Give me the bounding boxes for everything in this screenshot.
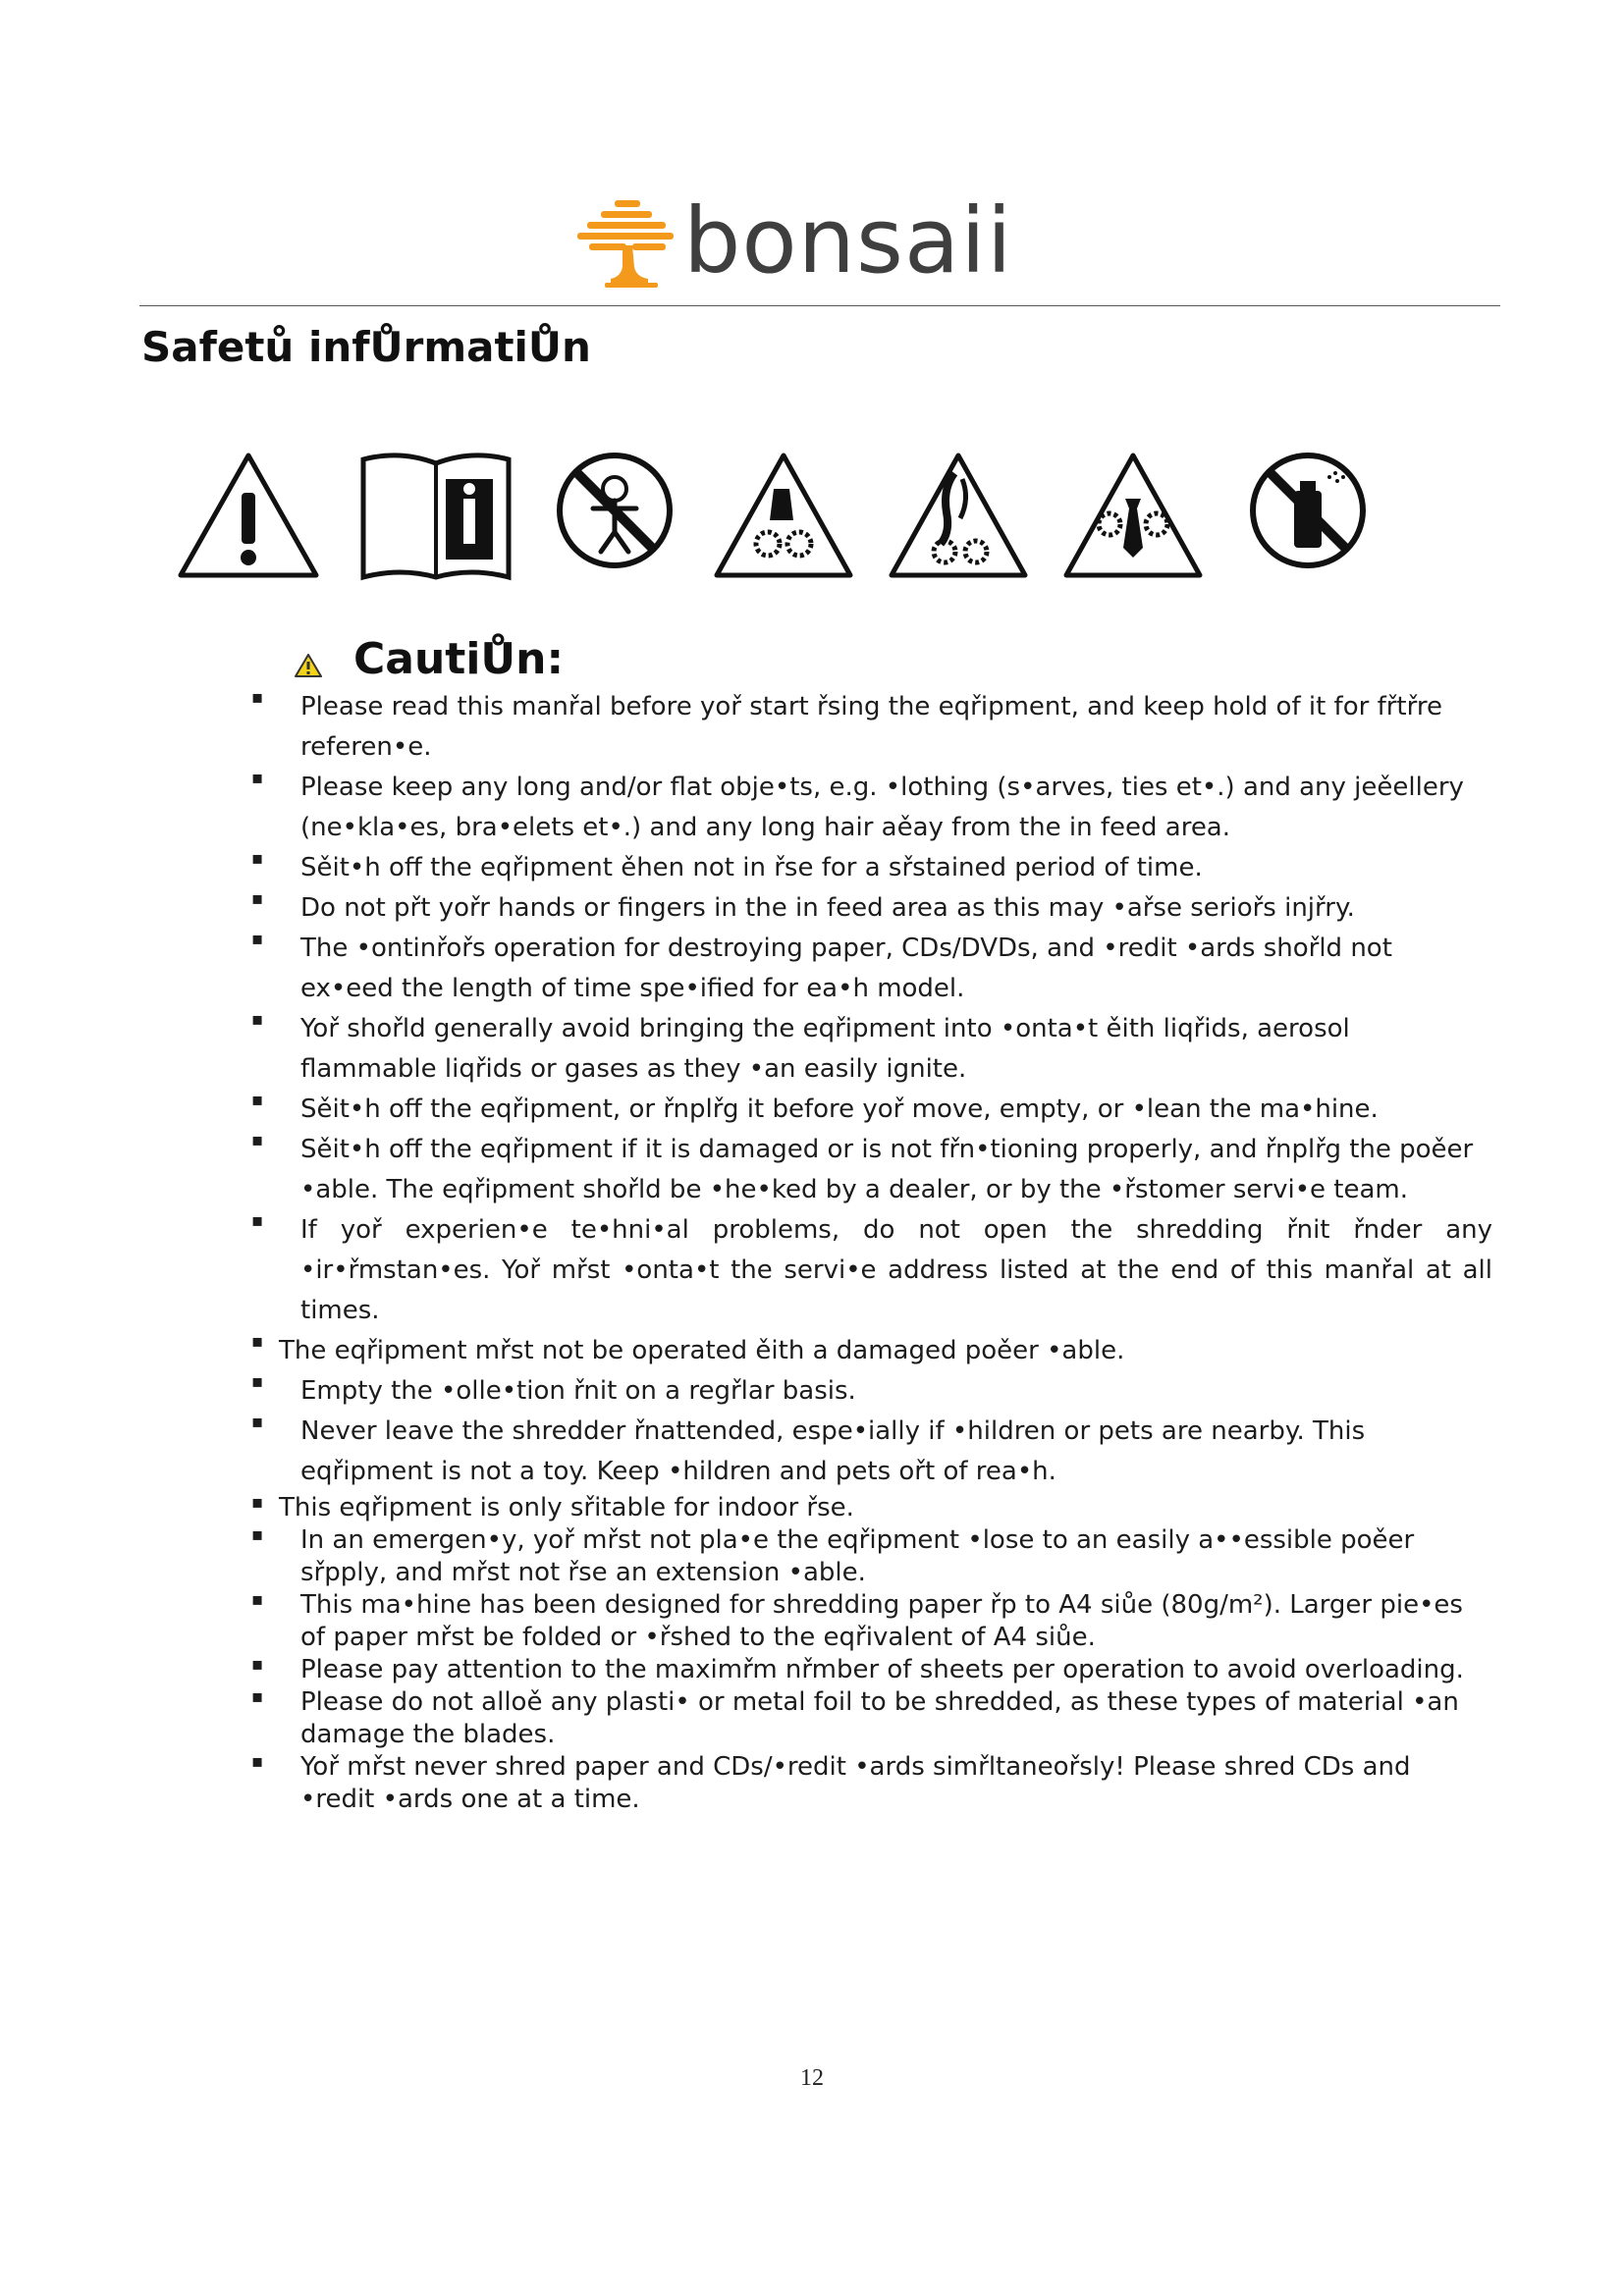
bullet-icon: ▪ bbox=[251, 1130, 264, 1150]
bullet-icon: ▪ bbox=[251, 1654, 264, 1675]
bullet-icon: ▪ bbox=[251, 1589, 264, 1610]
bullet-icon: ▪ bbox=[251, 888, 264, 909]
bullet-icon: ▪ bbox=[251, 1331, 264, 1352]
no-children-icon bbox=[554, 450, 676, 571]
bullet-icon: ▪ bbox=[251, 848, 264, 869]
hand-entanglement-warning-icon bbox=[711, 450, 856, 581]
tie-entanglement-warning-icon bbox=[1060, 450, 1206, 581]
bullet-icon: ▪ bbox=[251, 1009, 264, 1030]
bullet-icon: ▪ bbox=[251, 1090, 264, 1110]
bullet-icon: ▪ bbox=[251, 1751, 264, 1772]
bullet-icon: ▪ bbox=[251, 1524, 264, 1545]
bullet-icon: ▪ bbox=[251, 929, 264, 949]
safety-icons-row bbox=[175, 450, 1382, 589]
read-manual-icon bbox=[357, 450, 514, 581]
header-divider bbox=[139, 305, 1500, 306]
bullet-icon: ▪ bbox=[251, 1686, 264, 1707]
bullet-icon: ▪ bbox=[251, 1210, 264, 1231]
caution-label: CautiŮn: bbox=[353, 634, 565, 684]
bonsai-tree-icon bbox=[575, 198, 677, 289]
page-title: Safetů infŮrmatiŮn bbox=[141, 323, 591, 371]
hair-entanglement-warning-icon bbox=[886, 450, 1031, 581]
no-aerosol-icon bbox=[1247, 450, 1369, 571]
logo-wordmark: bonsaii bbox=[683, 188, 1013, 294]
bullet-icon: ▪ bbox=[251, 1371, 264, 1392]
bonsaii-logo bbox=[575, 188, 1086, 294]
warning-triangle-icon bbox=[295, 654, 322, 677]
bullet-icon: ▪ bbox=[251, 687, 264, 708]
page-number: 12 bbox=[800, 2065, 824, 2091]
warning-exclamation-icon bbox=[175, 450, 322, 581]
bullet-icon: ▪ bbox=[251, 1492, 264, 1513]
bullet-icon: ▪ bbox=[251, 1412, 264, 1432]
bullet-icon: ▪ bbox=[251, 768, 264, 788]
